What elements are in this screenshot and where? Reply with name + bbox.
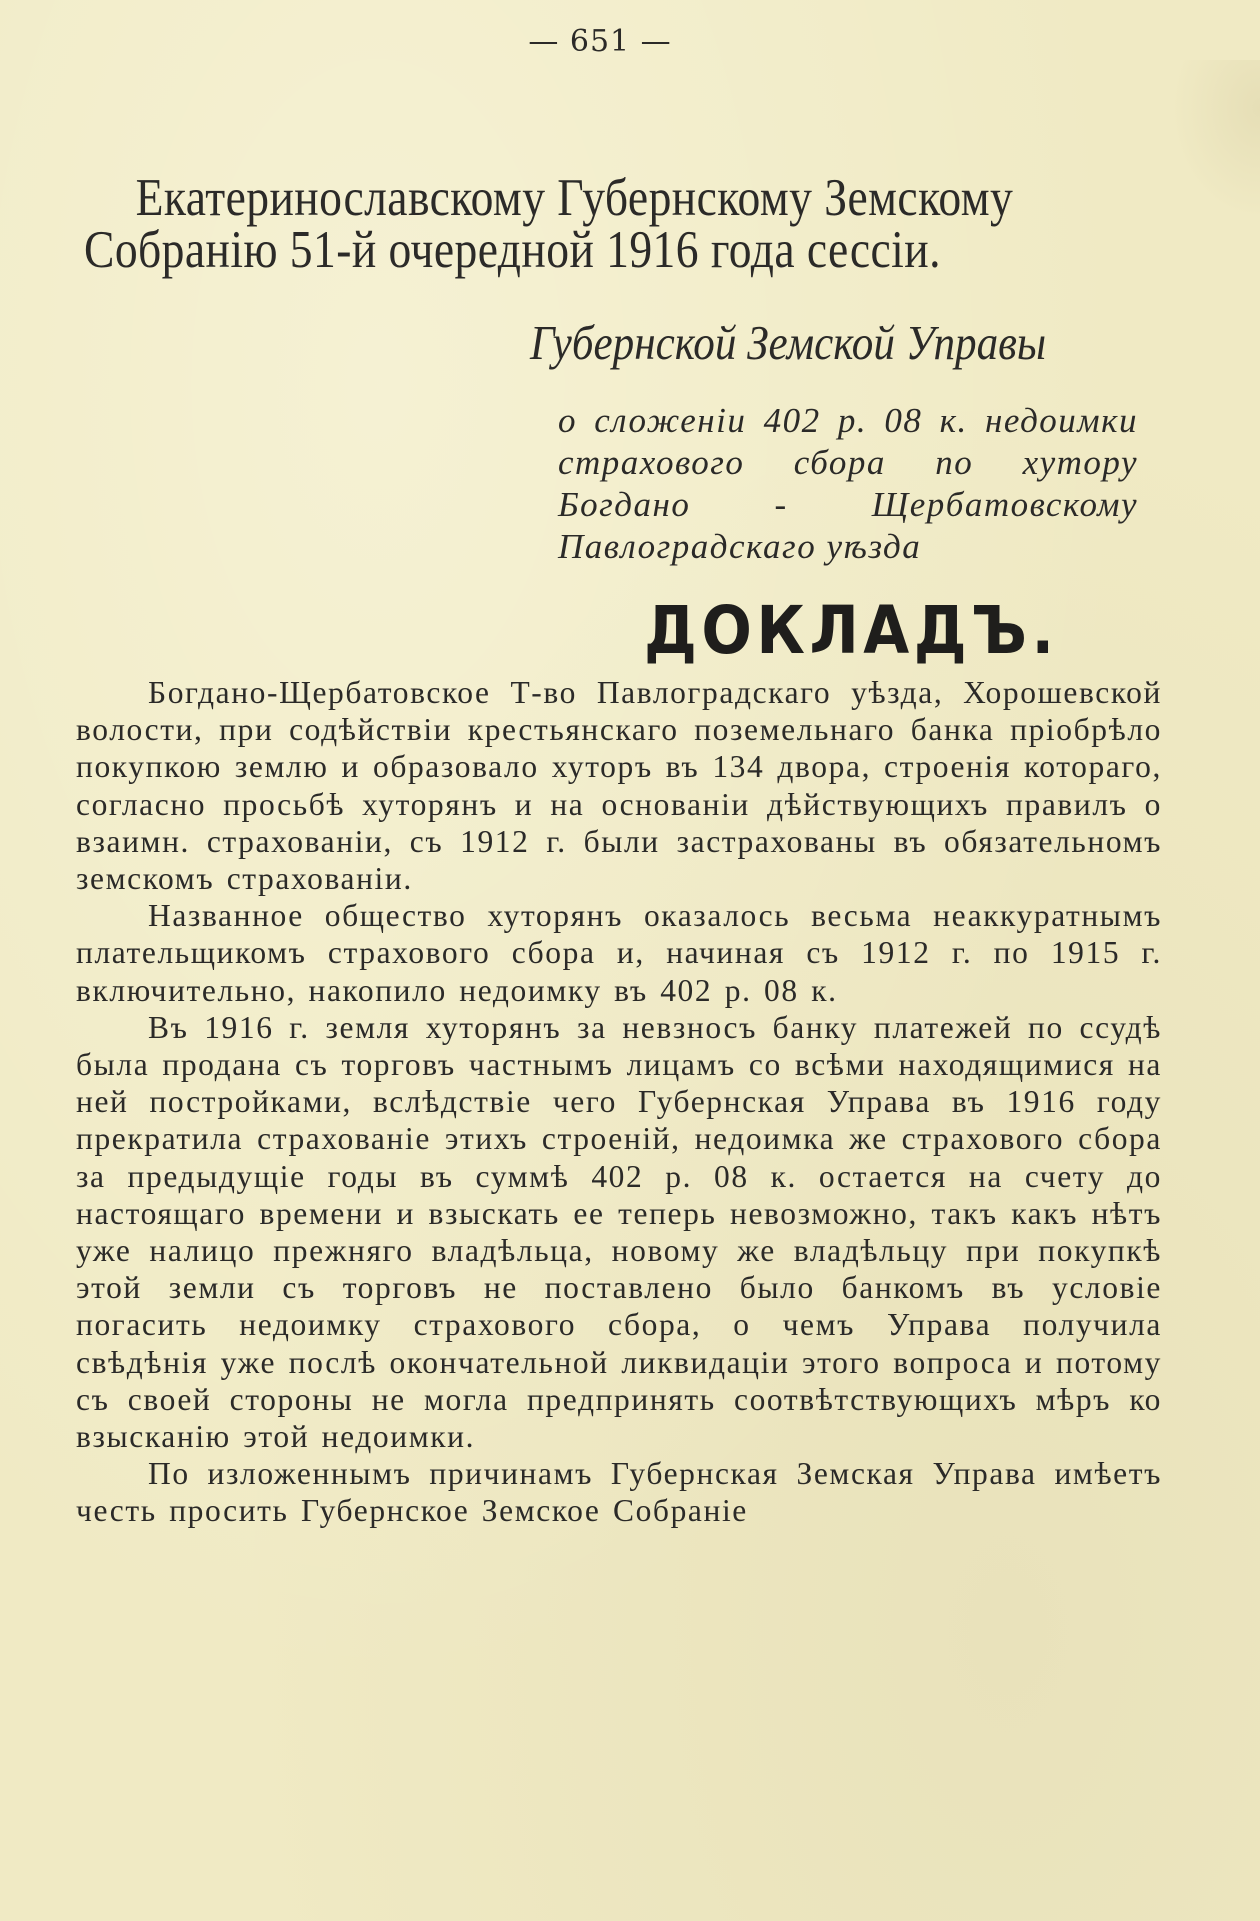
- paragraph-3: Въ 1916 г. земля хуторянъ за невзносъ банку платежей по ссудѣ была продана съ торговъ частнымъ лицамъ со всѣми находящимися на ней постройками, вслѣдствіе чего Губернская Управа въ 1916 году прекратила страхованіе этихъ строеній, недоимка же страхового сбора за предыдущіе годы въ суммѣ 402 р. 08 к. остается на счету до настоящаго времени и взыскать ее теперь невозможно, такъ какъ нѣтъ уже налицо прежняго владѣльца, новому же владѣльцу при покупкѣ этой земли съ торговъ не поставлено было банкомъ въ условіе погасить недоимку страхового сбора, о чемъ Управа получила свѣдѣнія уже послѣ окончательной ликвидаціи этого вопроса и потому съ своей стороны не могла предпринять соотвѣтствующихъ мѣръ ко взысканію этой недоимки.: [76, 1009, 1162, 1455]
- heading-line-1: Екатеринославскому Губернскому Земскому: [135, 169, 1014, 227]
- page-number: — 651 —: [528, 24, 672, 59]
- paragraph-1: Богдано-Щербатовское Т-во Павлоградскаго уѣзда, Хорошевской волости, при содѣйствіи крестьянскаго поземельнаго банка пріобрѣло покупкою землю и образовало хуторъ въ 134 двора, строенія котораго, согласно просьбѣ хуторянъ и на основаніи дѣйствующихъ правилъ о взаимн. страхованіи, съ 1912 г. были застрахованы въ обязательномъ земскомъ страхованіи.: [76, 675, 1162, 897]
- report-title: ДОКЛАДЪ.: [644, 592, 1059, 669]
- report-subject: о сложеніи 402 р. 08 к. недоимки страхового сбора по хутору Богдано - Щербатовскому Павлоградскаго уѣзда: [558, 401, 1138, 566]
- heading-line-2: Собранію 51-й очередной 1916 года сессіи.: [84, 221, 941, 279]
- paragraph-4: По изложеннымъ причинамъ Губернская Земская Управа имѣетъ честь просить Губернское Земское Собраніе: [76, 1456, 1162, 1529]
- body-text: [76, 674, 1162, 1530]
- heading: [84, 169, 1133, 279]
- paragraph-2: Названное общество хуторянъ оказалось весьма неаккуратнымъ плательщикомъ страхового сбора и, начиная съ 1912 г. по 1915 г. включительно, накопило недоимку въ 402 р. 08 к.: [76, 898, 1162, 1008]
- board-name: Губернской Земской Управы: [530, 315, 1047, 370]
- paper-stain: [1170, 60, 1260, 220]
